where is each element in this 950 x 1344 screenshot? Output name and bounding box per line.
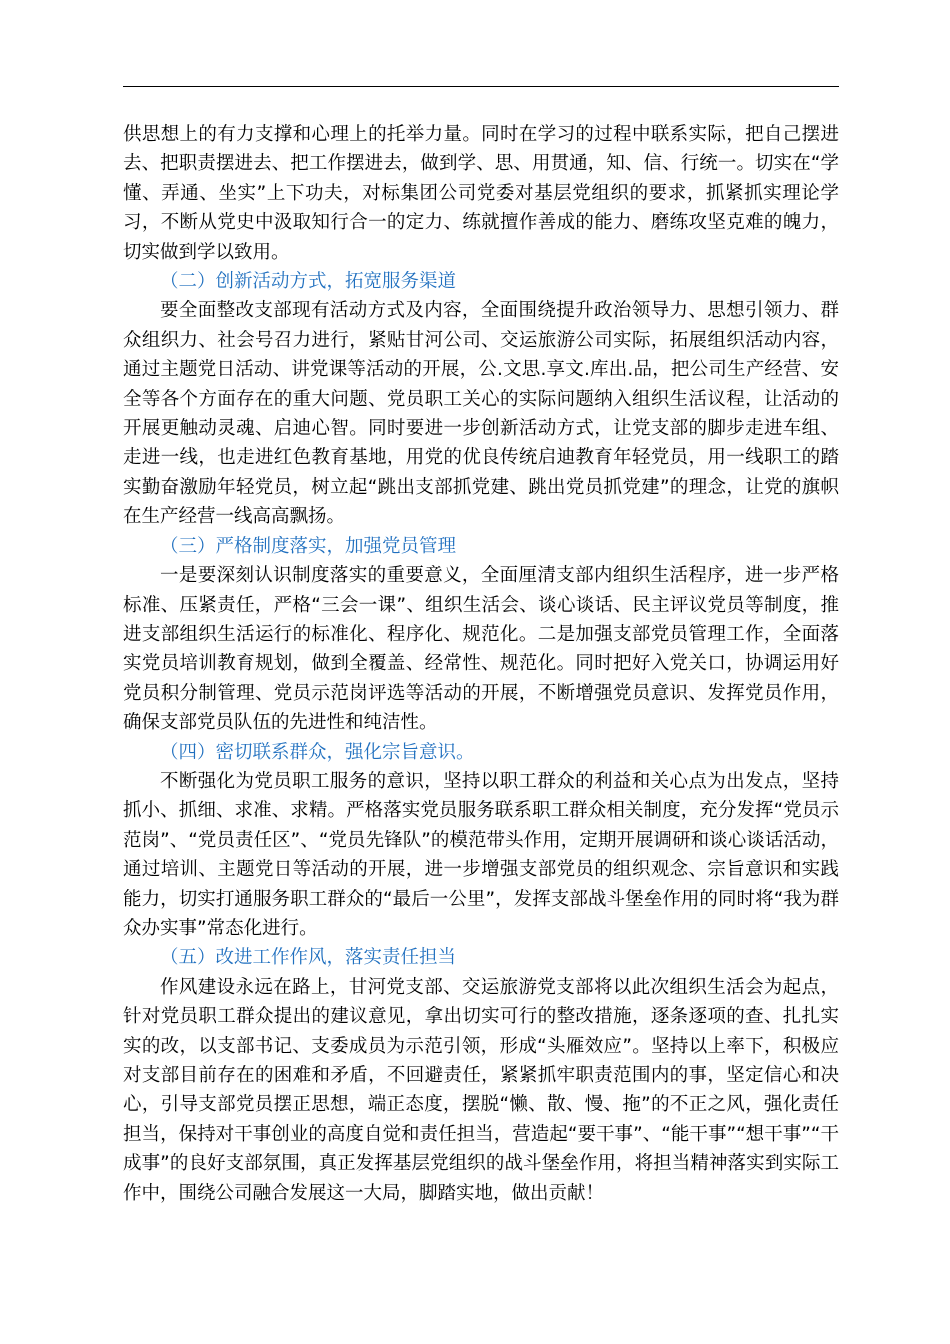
- paragraph-section-2: 要全面整改支部现有活动方式及内容，全面围绕提升政治领导力、思想引领力、群众组织力、社会号召力进行，紧贴甘河公司、交运旅游公司实际，拓展组织活动内容，通过主题党日活动、讲党课等活动的开展，公.文思.享文.库出.品，把公司生产经营、安全等各个方面存在的重大问题、党员职工关心的实际问题纳入组织生活议程，让活动的开展更触动灵魂、启迪心智。同时要进一步创新活动方式，让党支部的脚步走进车组、走进一线，也走进红色教育基地，用党的优良传统启迪教育年轻党员，用一线职工的踏实勤奋激励年轻党员，树立起“跳出支部抓党建、跳出党员抓党建”的理念，让党的旗帜在生产经营一线高高飘扬。: [123, 300, 839, 528]
- paragraph-section-4: 不断强化为党员职工服务的意识，坚持以职工群众的利益和关心点为出发点，坚持抓小、抓细、求准、求精。严格落实党员服务联系职工群众相关制度，充分发挥“党员示范岗”、“党员责任区”、“党员先锋队”的模范带头作用，定期开展调研和谈心谈话活动，通过培训、主题党日等活动的开展，进一步增强支部党员的组织观念、宗旨意识和实践能力，切实打通服务职工群众的“最后一公里”，发挥支部战斗堡垒作用的同时将“我为群众办实事”常态化进行。: [123, 770, 839, 939]
- section-heading-5: （五）改进工作作风，落实责任担当: [160, 947, 457, 969]
- section-heading-3: （三）严格制度落实，加强党员管理: [160, 535, 457, 557]
- document-body: [123, 120, 839, 1208]
- paragraph-continuation: 供思想上的有力支撑和心理上的托举力量。同时在学习的过程中联系实际，把自己摆进去、把职责摆进去、把工作摆进去，做到学、思、用贯通，知、信、行统一。切实在“学懂、弄通、坐实”上下功夫，对标集团公司党委对基层党组织的要求，抓紧抓实理论学习，不断从党史中汲取知行合一的定力、练就擅作善成的能力、磨练攻坚克难的魄力，切实做到学以致用。: [123, 124, 839, 263]
- section-heading-4: （四）密切联系群众，强化宗旨意识。: [160, 741, 475, 763]
- paragraph-section-3: 一是要深刻认识制度落实的重要意义，全面厘清支部内组织生活程序，进一步严格标准、压紧责任，严格“三会一课”、组织生活会、谈心谈话、民主评议党员等制度，推进支部组织生活运行的标准化、程序化、规范化。二是加强支部党员管理工作，全面落实党员培训教育规划，做到全覆盖、经常性、规范化。同时把好入党关口，协调运用好党员积分制管理、党员示范岗评选等活动的开展，不断增强党员意识、发挥党员作用，确保支部党员队伍的先进性和纯洁性。: [123, 565, 839, 734]
- section-heading-2: （二）创新活动方式，拓宽服务渠道: [160, 271, 457, 293]
- header-rule: [123, 86, 839, 87]
- paragraph-section-5: 作风建设永远在路上，甘河党支部、交运旅游党支部将以此次组织生活会为起点，针对党员职工群众提出的建议意见，拿出切实可行的整改措施，逐条逐项的查、扎扎实实的改，以支部书记、支委成员为示范引领，形成“头雁效应”。坚持以上率下，积极应对支部目前存在的困难和矛盾，不回避责任，紧紧抓牢职责范围内的事，坚定信心和决心，引导支部党员摆正思想，端正态度，摆脱“懒、散、慢、拖”的不正之风，强化责任担当，保持对干事创业的高度自觉和责任担当，营造起“要干事”、“能干事”“想干事”“干成事”的良好支部氛围，真正发挥基层党组织的战斗堡垒作用，将担当精神落实到实际工作中，围绕公司融合发展这一大局，脚踏实地，做出贡献！: [123, 976, 839, 1204]
